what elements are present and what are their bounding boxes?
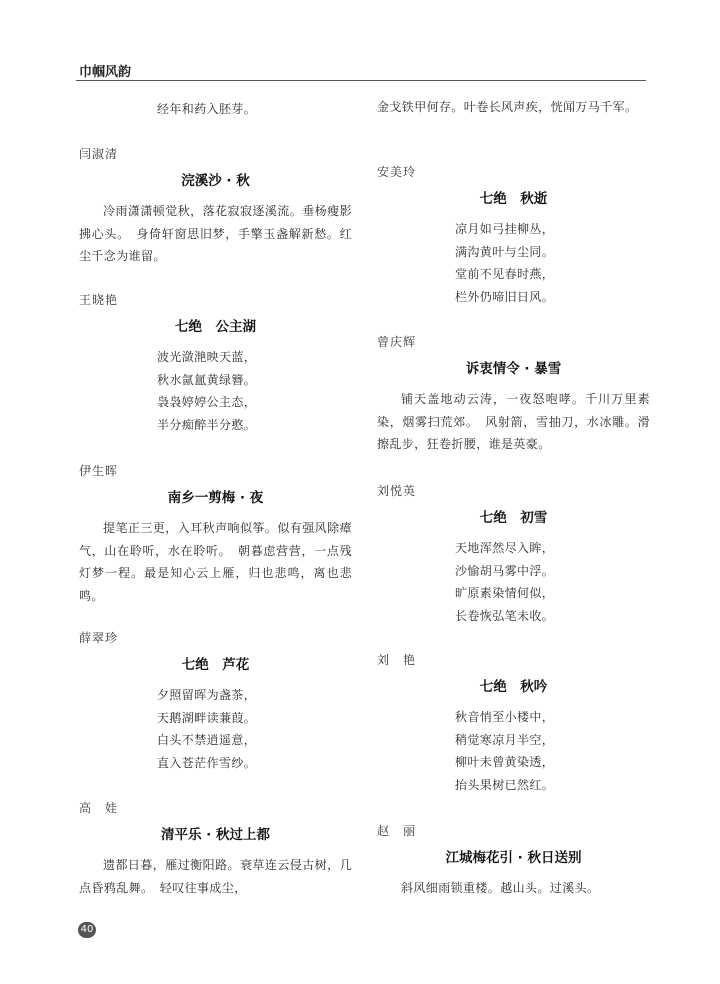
poem-line: 天地浑然尽入眸， (455, 541, 555, 555)
poem-block (377, 821, 650, 900)
header-rule (76, 80, 646, 81)
poem-title: 江城梅花引 · 秋日送别 (445, 850, 582, 866)
poem-body (79, 346, 352, 436)
poem-block (79, 628, 352, 774)
poem-author: 刘 艳 (377, 653, 417, 667)
poem-paragraph: 铺天盖地动云涛，一夜怒咆哮。千川万里素染，烟雾扫荒郊。 风射箭，雪抽刀，水冰雕。滑擦乱步，狂卷折腰，谁是英豪。 (377, 392, 650, 451)
poem-body (377, 706, 650, 796)
poem-line: 半分痴醉半分憨。 (157, 417, 257, 432)
poem-body (377, 218, 650, 308)
poem-author: 赵 丽 (377, 824, 417, 838)
poem-line: 夕照留晖为盏茶， (157, 688, 257, 702)
poem-line: 长卷恢弘笔未收。 (455, 608, 555, 623)
poem-block (79, 290, 352, 436)
poem-line: 秋音悄至小楼中， (455, 710, 555, 724)
poem-body (377, 877, 650, 900)
poem-title: 南乡一剪梅 · 夜 (167, 490, 264, 506)
poem-block (377, 481, 650, 627)
poem-line: 直入苍茫作雪纱。 (157, 755, 257, 770)
poem-paragraph: 遗都日暮，雁过衡阳路。衰草连云侵古树，几点昏鸦乱舞。 轻叹往事成尘， (79, 858, 352, 895)
poem-line: 柳叶未曾黄染透， (455, 755, 555, 769)
poem-title: 浣溪沙 · 秋 (181, 173, 250, 189)
poem-body (79, 517, 352, 607)
poem-body (79, 200, 352, 268)
poem-body (79, 854, 352, 899)
poem-author: 薛翠珍 (79, 631, 119, 645)
poem-title: 清平乐 · 秋过上都 (160, 827, 271, 843)
poem-body (79, 684, 352, 774)
poem-author: 安美玲 (377, 165, 417, 179)
poem-author: 刘悦英 (377, 484, 417, 498)
poem-title: 七绝 公主湖 (175, 319, 256, 335)
poem-line: 经年和药入胚芽。 (157, 102, 257, 116)
poem-paragraph: 金戈铁甲何存。叶卷长风声疾，恍闻万马千军。 (377, 100, 638, 114)
header-title: 巾帼风韵 (79, 65, 132, 80)
poem-author: 高 娃 (79, 801, 119, 815)
poem-author: 曾庆辉 (377, 335, 417, 349)
poem-author: 闫淑清 (79, 147, 119, 161)
poem-block (377, 162, 650, 308)
poem-paragraph: 提笔正三更，入耳秋声响似筝。似有强风除瘴气，山在聆听，水在聆听。 朝暮虑营营，一点残灯梦一程。最是知心云上雁，归也悲鸣，离也悲鸣。 (79, 521, 352, 603)
poem-line: 满沟黄叶与尘同。 (455, 244, 555, 259)
poem-block (79, 461, 352, 607)
poem-title: 诉衷情令 · 暴雪 (465, 361, 562, 377)
poem-line: 抬头果树已然红。 (455, 777, 555, 792)
poem-title: 七绝 秋吟 (479, 679, 548, 695)
poem-line: 稍觉寒凉月半空， (455, 732, 555, 747)
poem-block (79, 798, 352, 899)
poem-author: 王晓艳 (79, 293, 119, 307)
page-number: 40 (78, 922, 96, 938)
poem-body (377, 537, 650, 627)
continued-line (79, 98, 352, 121)
poem-line: 秋水氤氲黄绿簪。 (157, 372, 257, 387)
poem-line: 白头不禁逍遥意， (157, 733, 257, 747)
poem-title: 七绝 秋逝 (479, 191, 548, 207)
poem-title: 七绝 初雪 (479, 510, 548, 526)
poem-line: 波光潋滟映天蓝， (157, 350, 257, 364)
poem-line: 沙愉胡马雾中浮。 (455, 563, 555, 578)
poem-paragraph: 冷雨潇潇顿觉秋，落花寂寂逐溪流。垂杨瘦影拂心头。 身倚轩窗思旧梦，手擎玉盏解新愁。红尘千念为谁留。 (79, 204, 352, 263)
poem-line: 天鹅湖畔读蒹葭。 (157, 710, 257, 725)
poem-block (377, 332, 650, 456)
poem-line: 旷原素染情何似， (455, 586, 555, 600)
poem-author: 伊生晖 (79, 464, 119, 478)
poem-paragraph: 斜风细雨锁重楼。越山头。过溪头。 (401, 881, 600, 895)
poem-line: 堂前不见春时燕， (455, 267, 555, 281)
poem-line: 凉月如弓挂柳丛， (455, 222, 555, 236)
poem-block (79, 144, 352, 268)
poem-title: 七绝 芦花 (181, 657, 250, 673)
poem-line: 栏外仍啼旧日风。 (455, 289, 555, 304)
poem-body (377, 388, 650, 456)
poem-line: 袅袅婷婷公主态， (157, 395, 257, 409)
continued-text (377, 96, 650, 119)
poem-block (377, 650, 650, 796)
